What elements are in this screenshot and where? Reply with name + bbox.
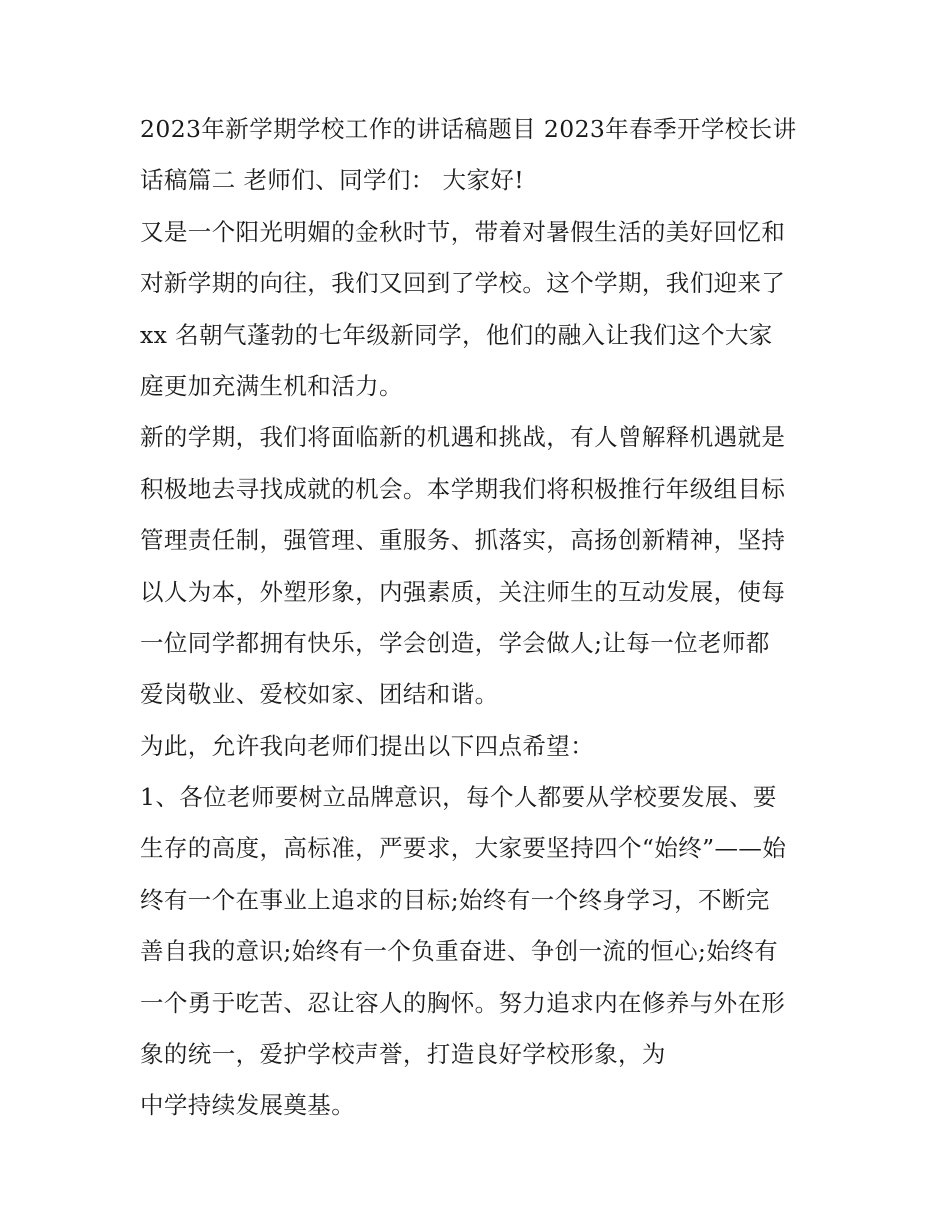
text-line: 又是一个阳光明媚的金秋时节，带着对暑假生活的美好回忆和: [140, 217, 786, 246]
text-line: 生存的高度，高标准，严要求，大家要坚持四个“始终”——始: [140, 834, 787, 863]
text-line: 中学持续发展奠基。: [140, 1091, 356, 1120]
text-line: 积极地去寻找成就的机会。本学期我们将积极推行年级组目标: [140, 474, 786, 503]
text-line: 对新学期的向往，我们又回到了学校。这个学期，我们迎来了: [140, 269, 786, 298]
text-line: 2023年新学期学校工作的讲话稿题目 2023年春季开学校长讲: [140, 115, 797, 143]
text-line: 一位同学都拥有快乐，学会创造，学会做人;让每一位老师都: [140, 628, 770, 657]
text-line: 爱岗敬业、爱校如家、团结和谐。: [140, 680, 499, 709]
speech-text: [140, 104, 820, 1132]
text-line: 1、各位老师要树立品牌意识，每个人都要从学校要发展、要: [140, 783, 777, 812]
text-line: 为此，允许我向老师们提出以下四点希望：: [140, 731, 595, 760]
text-line: 善自我的意识;始终有一个负重奋进、争创一流的恒心;始终有: [140, 937, 779, 966]
text-line: 话稿篇二 老师们、同学们： 大家好!: [140, 166, 525, 195]
text-line: 新的学期，我们将面临新的机遇和挑战，有人曾解释机遇就是: [140, 423, 786, 452]
text-line: xx 名朝气蓬勃的七年级新同学，他们的融入让我们这个大家: [140, 320, 773, 349]
text-line: 象的统一，爱护学校声誉，打造良好学校形象，为: [140, 1040, 666, 1069]
text-line: 管理责任制，强管理、重服务、抓落实，高扬创新精神，坚持: [140, 526, 786, 555]
text-line: 以人为本，外塑形象，内强素质，关注师生的互动发展，使每: [140, 577, 786, 606]
text-line: 庭更加充满生机和活力。: [140, 371, 403, 400]
text-line: 终有一个在事业上追求的目标;始终有一个终身学习，不断完: [140, 885, 770, 914]
text-line: 一个勇于吃苦、忍让容人的胸怀。努力追求内在修养与外在形: [140, 988, 786, 1017]
